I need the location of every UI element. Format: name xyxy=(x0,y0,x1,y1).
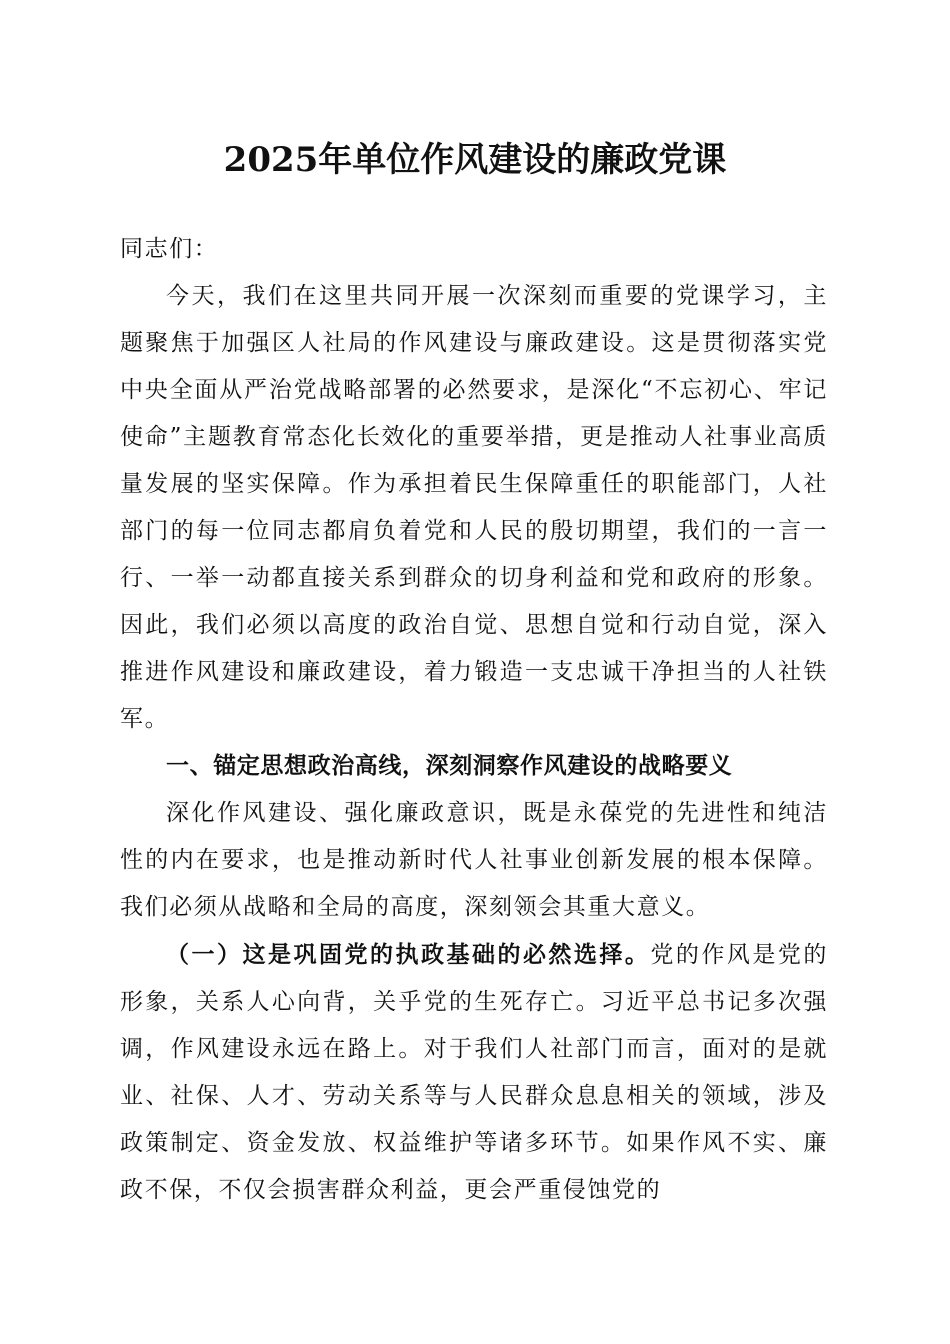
section-1-paragraph: 深化作风建设、强化廉政意识，既是永葆党的先进性和纯洁性的内在要求，也是推动新时代人社事业创新发展的根本保障。我们必须从战略和全局的高度，深刻领会其重大意义。 xyxy=(120,800,828,920)
salutation: 同志们： xyxy=(120,236,219,262)
section-heading-1: 一、锚定思想政治高线，深刻洞察作风建设的战略要义 xyxy=(166,753,733,779)
subsection-1-text: 党的作风是党的形象，关系人心向背，关乎党的生死存亡。习近平总书记多次强调，作风建设永远在路上。对于我们人社部门而言，面对的是就业、社保、人才、劳动关系等与人民群众息息相关的领域，涉及政策制定、资金发放、权益维护等诸多环节。如果作风不实、廉政不保，不仅会损害群众利益，更会严重侵蚀党的 xyxy=(120,942,828,1203)
intro-paragraph: 今天，我们在这里共同开展一次深刻而重要的党课学习，主题聚焦于加强区人社局的作风建设与廉政建设。这是贯彻落实党中央全面从严治党战略部署的必然要求，是深化“不忘初心、牢记使命”主题教育常态化长效化的重要举措，更是推动人社事业高质量发展的坚实保障。作为承担着民生保障重任的职能部门，人社部门的每一位同志都肩负着党和人民的殷切期望，我们的一言一行、一举一动都直接关系到群众的切身利益和党和政府的形象。因此，我们必须以高度的政治自觉、思想自觉和行动自觉，深入推进作风建设和廉政建设，着力锻造一支忠诚干净担当的人社铁军。 xyxy=(120,283,828,732)
subsection-1-lead: （一）这是巩固党的执政基础的必然选择。 xyxy=(166,941,651,968)
document-title: 2025年单位作风建设的廉政党课 xyxy=(223,140,727,180)
subsection-1-paragraph xyxy=(120,931,828,1214)
document-body xyxy=(120,226,828,1214)
